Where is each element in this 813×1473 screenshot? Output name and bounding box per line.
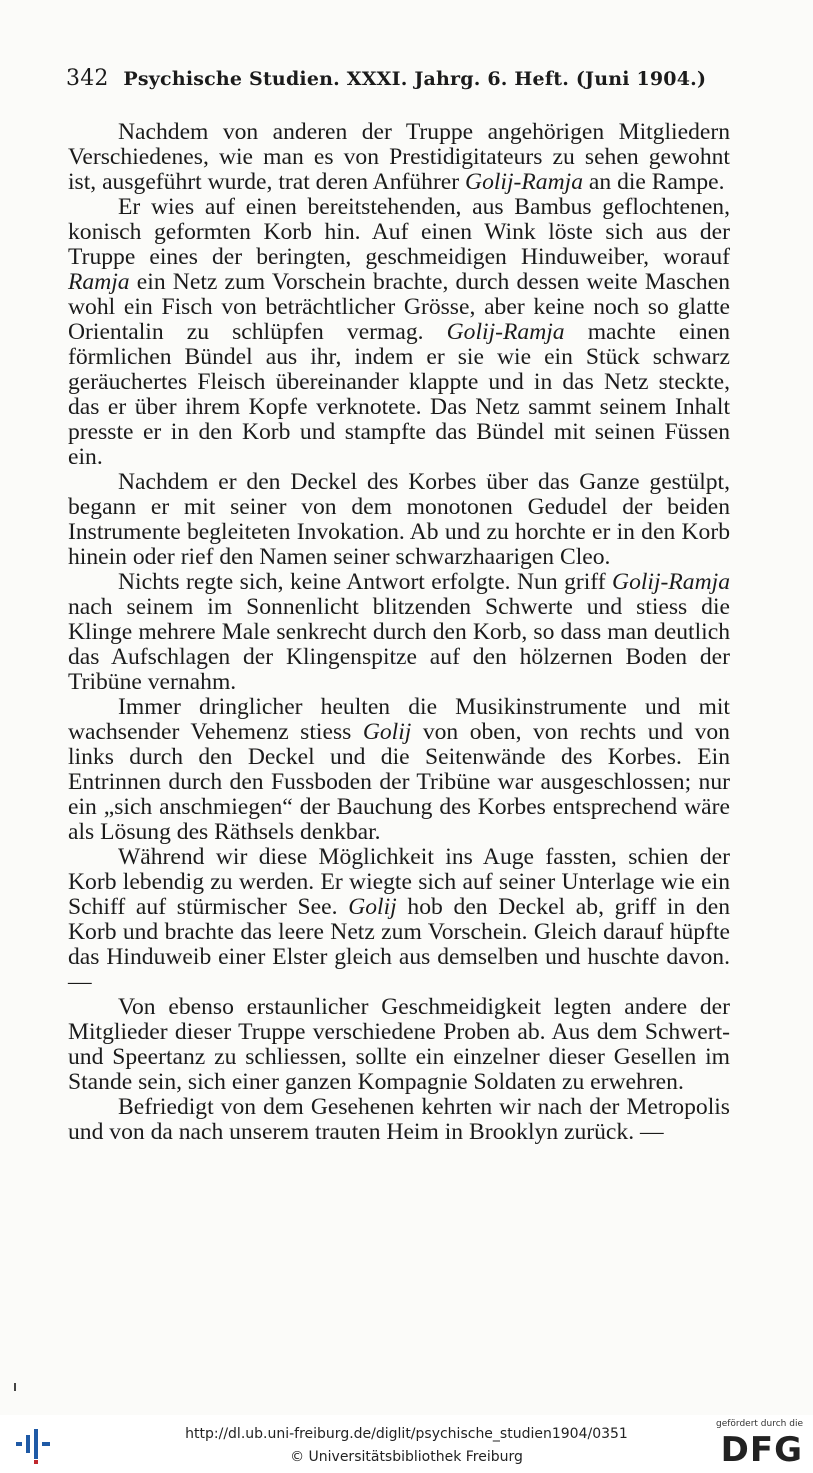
text-run: Immer dringlicher heulten die Musikinstrumente und mit wachsender Vehemenz stiess: [68, 694, 730, 745]
footer-bar: [0, 1415, 813, 1473]
paragraph: [68, 195, 730, 470]
paragraph: [68, 845, 730, 995]
paragraph: [68, 120, 730, 195]
paragraph: [68, 695, 730, 845]
paragraph: Nachdem er den Deckel des Korbes über das Ganze gestülpt, begann er mit seiner von dem monotonen Gedudel der beiden Instrumente begleiteten Invokation. Ab und zu horchte er in den Korb hinein oder rief den Namen seiner schwarzhaarigen Cleo.: [68, 469, 730, 570]
text-run: ein Netz zum Vorschein brachte, durch dessen weite Maschen wohl ein Fisch von beträchtlicher Grösse, aber keine noch so glatte Orientalin zu schlüpfen vermag.: [68, 269, 730, 345]
text-run: Nichts regte sich, keine Antwort erfolgte. Nun griff: [118, 569, 613, 595]
text-run: machte einen förmlichen Bündel aus ihr, indem er sie wie ein Stück schwarz geräuchertes Fleisch übereinander klappte und in das Netz steckte, das er über ihrem Kopfe verknotete. Das Netz sammt seinem Inhalt presste er in den Korb und stampfte das Bündel mit seinen Füssen ein.: [68, 319, 730, 470]
dfg-logo: DFG: [720, 1430, 803, 1470]
italic-name: Golij-Ramja: [446, 319, 565, 345]
copyright-line: © Universitätsbibliothek Freiburg: [290, 1449, 523, 1465]
text-run: Er wies auf einen bereitstehenden, aus Bambus geflochtenen, konisch geformten Korb hin. Auf einen Wink löste sich aus der Truppe eines der beringten, geschmeidigen Hinduweiber, worauf: [68, 194, 730, 270]
italic-name: Golij-Ramja: [465, 169, 583, 195]
italic-name: Golij: [348, 894, 397, 920]
italic-name: Ramja: [68, 269, 130, 295]
running-header: [66, 66, 746, 91]
text-run: Während wir diese Möglichkeit ins Auge fassten, schien der Korb lebendig zu werden. Er wiegte sich auf seiner Unterlage wie ein Schiff auf stürmischer See.: [68, 844, 730, 920]
scan-mark: [14, 1383, 16, 1391]
text-run: Nachdem von anderen der Truppe angehörigen Mitgliedern Verschiedenes, wie man es von Prestidigitateurs zu sehen gewohnt ist, ausgeführt wurde, trat deren Anführer: [68, 119, 730, 195]
text-run: nach seinem im Sonnenlicht blitzenden Schwerte und stiess die Klinge mehrere Male senkrecht durch den Korb, so dass man deutlich das Aufschlagen der Klingenspitze auf den hölzernen Boden der Tribüne vernahm.: [68, 594, 730, 695]
funder-caption: gefördert durch die: [716, 1419, 803, 1429]
text-run: hob den Deckel ab, griff in den Korb und brachte das leere Netz zum Vorschein. Gleich darauf hüpfte das Hinduweib einer Elster gleich aus demselben und huschte davon. —: [68, 894, 730, 995]
body-text: [68, 120, 730, 1145]
running-title: Psychische Studien. XXXI. Jahrg. 6. Heft. (Juni 1904.): [123, 68, 707, 90]
text-run: von oben, von rechts und von links durch den Deckel und die Seitenwände des Korbes. Ein Entrinnen durch den Fussboden der Tribüne war ausgeschlossen; nur ein „sich anschmiegen“ der Bauchung des Korbes entsprechend wäre als Lösung des Räthsels denkbar.: [68, 719, 730, 845]
source-url[interactable]: http://dl.ub.uni-freiburg.de/diglit/psychische_studien1904/0351: [185, 1426, 628, 1442]
italic-name: Golij-Ramja: [612, 569, 730, 595]
paragraph: [68, 570, 730, 695]
page-number: 342: [66, 66, 109, 91]
paragraph: Von ebenso erstaunlicher Geschmeidigkeit legten andere der Mitglieder dieser Truppe verschiedene Proben ab. Aus dem Schwert- und Speertanz zu schliessen, sollte ein einzelner dieser Gesellen im Stande sein, sich einer ganzen Kompagnie Soldaten zu erwehren.: [68, 994, 730, 1095]
paragraph: Befriedigt von dem Gesehenen kehrten wir nach der Metropolis und von da nach unserem trauten Heim in Brooklyn zurück. —: [68, 1094, 730, 1145]
text-run: an die Rampe.: [583, 169, 725, 195]
italic-name: Golij: [362, 719, 412, 745]
